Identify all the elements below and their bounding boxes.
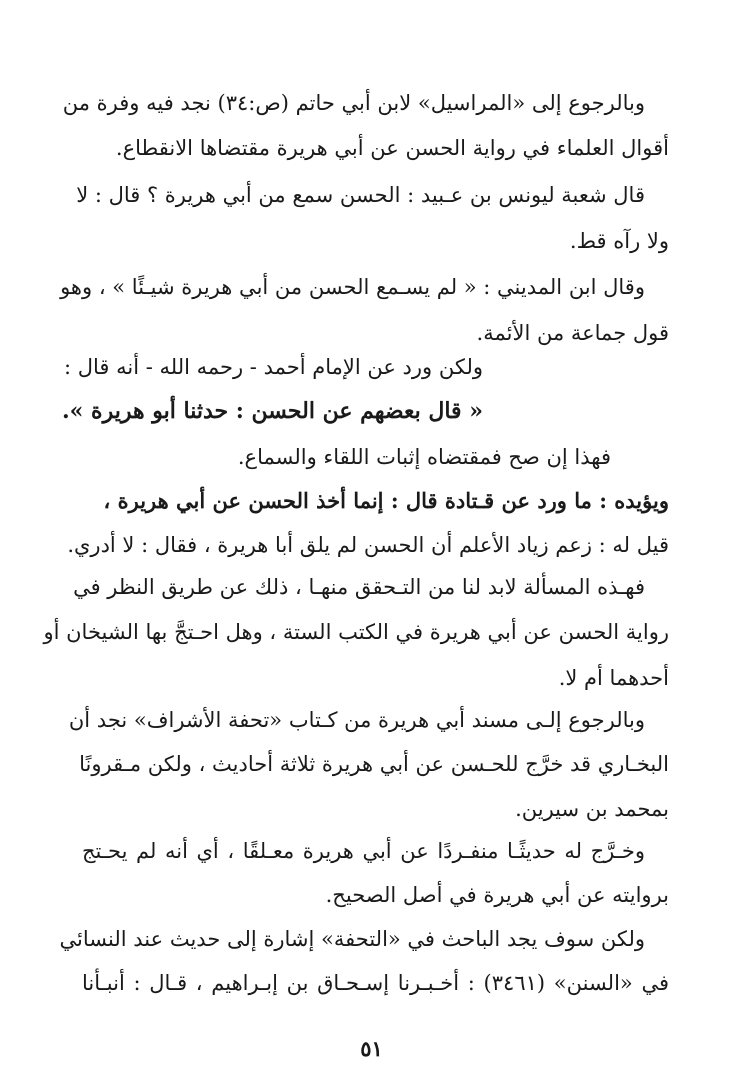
- text-line-4: ولا رآه قط.: [569, 229, 669, 253]
- text-line-13: رواية الحسن عن أبي هريرة في الكتب الستة ، وهل احـتجَّ بها الشيخان أو: [43, 620, 669, 644]
- text-line-6: قول جماعة من الأئمة.: [476, 321, 669, 345]
- text-line-1: وبالرجوع إلى «المراسيل» لابن أبي حاتم (ص:٣٤) نجد فيه وفرة من: [62, 91, 645, 115]
- page-number: ٥١: [360, 1036, 383, 1061]
- text-line-20: ولكن سوف يجد الباحث في «التحفة» إشارة إلى حديث عند النسائي: [59, 927, 645, 951]
- text-line-10: ويؤيده : ما ورد عن قـتادة قال : إنما أخذ الحسن عن أبي هريرة ،: [103, 488, 669, 513]
- text-line-16: البخـاري قد خرَّج للحـسن عن أبي هريرة ثلاثة أحاديث ، ولكن مـقرونًا: [79, 752, 669, 776]
- text-line-18: وخـرَّج له حديثًـا منفـردًا عن أبي هريرة معـلقًا ، أي أنه لم يحـتج: [82, 839, 645, 863]
- text-line-14: أحدهما أم لا.: [558, 666, 669, 690]
- text-line-2: أقوال العلماء في رواية الحسن عن أبي هريرة مقتضاها الانقطاع.: [115, 136, 669, 160]
- text-line-3: قال شعبة ليونس بن عـبيد : الحسن سمع من أبي هريرة ؟ قال : لا: [76, 183, 645, 207]
- text-line-19: بروايته عن أبي هريرة في أصل الصحيح.: [325, 883, 669, 907]
- text-line-9: فهذا إن صح فمقتضاه إثبات اللقاء والسماع.: [237, 445, 611, 469]
- text-line-15: وبالرجوع إلـى مسند أبي هريرة من كـتاب «تحفة الأشراف» نجد أن: [68, 708, 645, 732]
- text-line-21: في «السنن» (٣٤٦١) : أخـبـرنا إسـحـاق بن إبـراهيم ، قـال : أنبـأنا: [82, 971, 669, 995]
- quote-line: « قال بعضهم عن الحسن : حدثنا أبو هريرة ».: [61, 398, 483, 424]
- text-line-11: قيل له : زعم زياد الأعلم أن الحسن لم يلق أبا هريرة ، فقال : لا أدري.: [67, 533, 669, 557]
- text-line-17: بمحمد بن سيرين.: [515, 797, 669, 821]
- text-line-5: وقال ابن المديني : « لم يسـمع الحسن من أبي هريرة شيـئًا » ، وهو: [60, 275, 645, 299]
- text-line-7: ولكن ورد عن الإمام أحمد - رحمه الله - أنه قال :: [63, 355, 483, 379]
- text-line-12: فهـذه المسألة لابد لنا من التـحقق منهـا ، ذلك عن طريق النظر في: [73, 575, 645, 599]
